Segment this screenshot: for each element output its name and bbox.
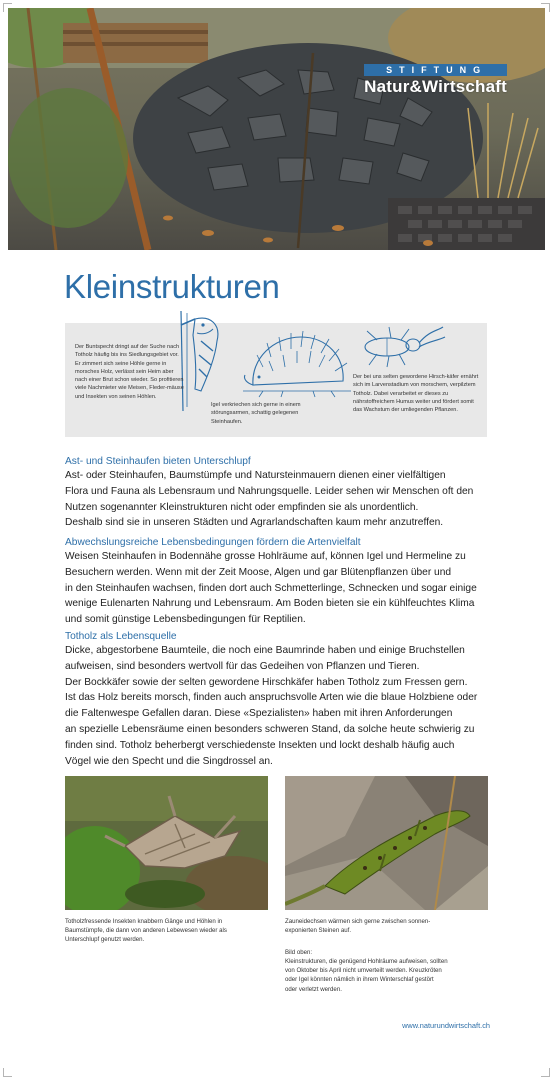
- section-heading: Abwechslungsreiche Lebensbedingungen fördern die Artenvielfalt: [65, 537, 361, 548]
- page-title: Kleinstrukturen: [64, 268, 280, 305]
- woodpecker-text: Der Buntspecht dringt auf der Suche nach Totholz häufig bis ins Siedlungsgebiet vor. Er zimmert sich seine Höhle gerne in morsches Holz, verlässt sein Heim aber nach einer Brut schon wieder. So profitieren viele Nachmieter wie Meisen, Fleder-mäuse und Insekten von seinen Höhlen.: [75, 344, 184, 400]
- hedgehog-text: Igel verkriechen sich gerne in einem störungsarmen, schattig gelegenen Steinhaufen.: [211, 402, 301, 425]
- footer-url[interactable]: www.naturundwirtschaft.ch: [402, 1021, 490, 1030]
- stag-beetle-icon: [357, 323, 447, 369]
- caption-hero-photo: Kleinstrukturen, die genügend Hohlräume aufweisen, sollten von Oktober bis April nicht umverteilt werden. Kreuzkröten oder Igel könnten nämlich in ihrem Winterschlaf gestört oder verletzt werden.: [285, 958, 448, 993]
- section-shelter: [65, 455, 490, 531]
- crop-mark-bottom-right: [541, 1068, 550, 1077]
- photo-tree-stump: [65, 776, 268, 910]
- section-body: Weisen Steinhaufen in Bodennähe grosse Hohlräume auf, können Igel und Hermeline zu Besuchern werden. Wenn mit der Zeit Moose, Algen und gar Blütenpflanzen über und in den Steinhaufen wachsen, finden dort auch Schmetterlinge, Schnecken und sogar einige wenige Eulenarten Nahrung und Lebensraum. Am Boden bieten sie ein kühlfeuchtes Klima und somit günstige Lebensbedingungen für Reptilien.: [65, 551, 477, 626]
- caption-hero-label: Bild oben:: [285, 949, 313, 956]
- hedgehog-icon: [243, 327, 351, 399]
- brand-logo: [364, 64, 507, 97]
- caption-sand-lizard: Zauneidechsen wärmen sich gerne zwischen sonnen- exponierten Steinen auf.: [285, 918, 431, 935]
- brand-name: Natur&Wirtschaft: [364, 77, 507, 96]
- section-body: Ast- oder Steinhaufen, Baumstümpfe und Natursteinmauern dienen einer vielfältigen Flora und Fauna als Lebensraum und Nahrungsquelle. Leider sehen wir Menschen oft den Nutzen sogenannter Kleinstrukturen nicht oder empfinden sie als unordentlich. Deshalb sind sie in unseren Städten und Agrarlandschaften kaum mehr anzutreffen.: [65, 470, 474, 529]
- section-heading: Totholz als Lebensquelle: [65, 631, 177, 642]
- stag-beetle-text: Der bei uns selten gewordene Hirsch-käfer ernährt sich im Larvenstadium von morschem, verpilztem Totholz. Dabei verarbeitet er dieses zu nährstoffreichem Humus weiter und fördert somit das Wachstum der umliegenden Pflanzen.: [353, 374, 479, 414]
- info-box: [65, 323, 487, 437]
- caption-tree-stump: Totholzfressende Insekten knabbern Gänge und Höhlen in Baumstümpfe, die dann von anderen Lebewesen wieder als Unterschlupf genutzt werden.: [65, 918, 227, 944]
- section-body: Dicke, abgestorbene Baumteile, die noch eine Baumrinde haben und einige Bruchstellen aufweisen, sind besonders wertvoll für das Gedeihen von Pflanzen und Tieren. Der Bockkäfer sowie der selten gewordene Hirschkäfer haben Totholz zum Fressen gern. Ist das Holz bereits morsch, finden auch anspruchsvolle Arten wie die blaue Holzbiene oder die Faltenwespe Gefallen daran. Diese «Spezialisten» haben mit ihren Anforderungen an spezielle Lebensräume einen besonders schweren Stand, da solche heute schwierig zu finden sind. Totholz beherbergt verschiedenste Insekten und lockt deshalb häufig auch Vögel wie den Specht und die Singdrossel an.: [65, 645, 478, 767]
- photo-sand-lizard: [285, 776, 488, 910]
- section-heading: Ast- und Steinhaufen bieten Unterschlupf: [65, 456, 251, 467]
- section-diversity: [65, 536, 490, 628]
- section-deadwood: [65, 630, 490, 769]
- brand-bar: STIFTUNG: [364, 64, 507, 76]
- hero-photo-stone-pile: [8, 8, 545, 250]
- crop-mark-bottom-left: [3, 1068, 12, 1077]
